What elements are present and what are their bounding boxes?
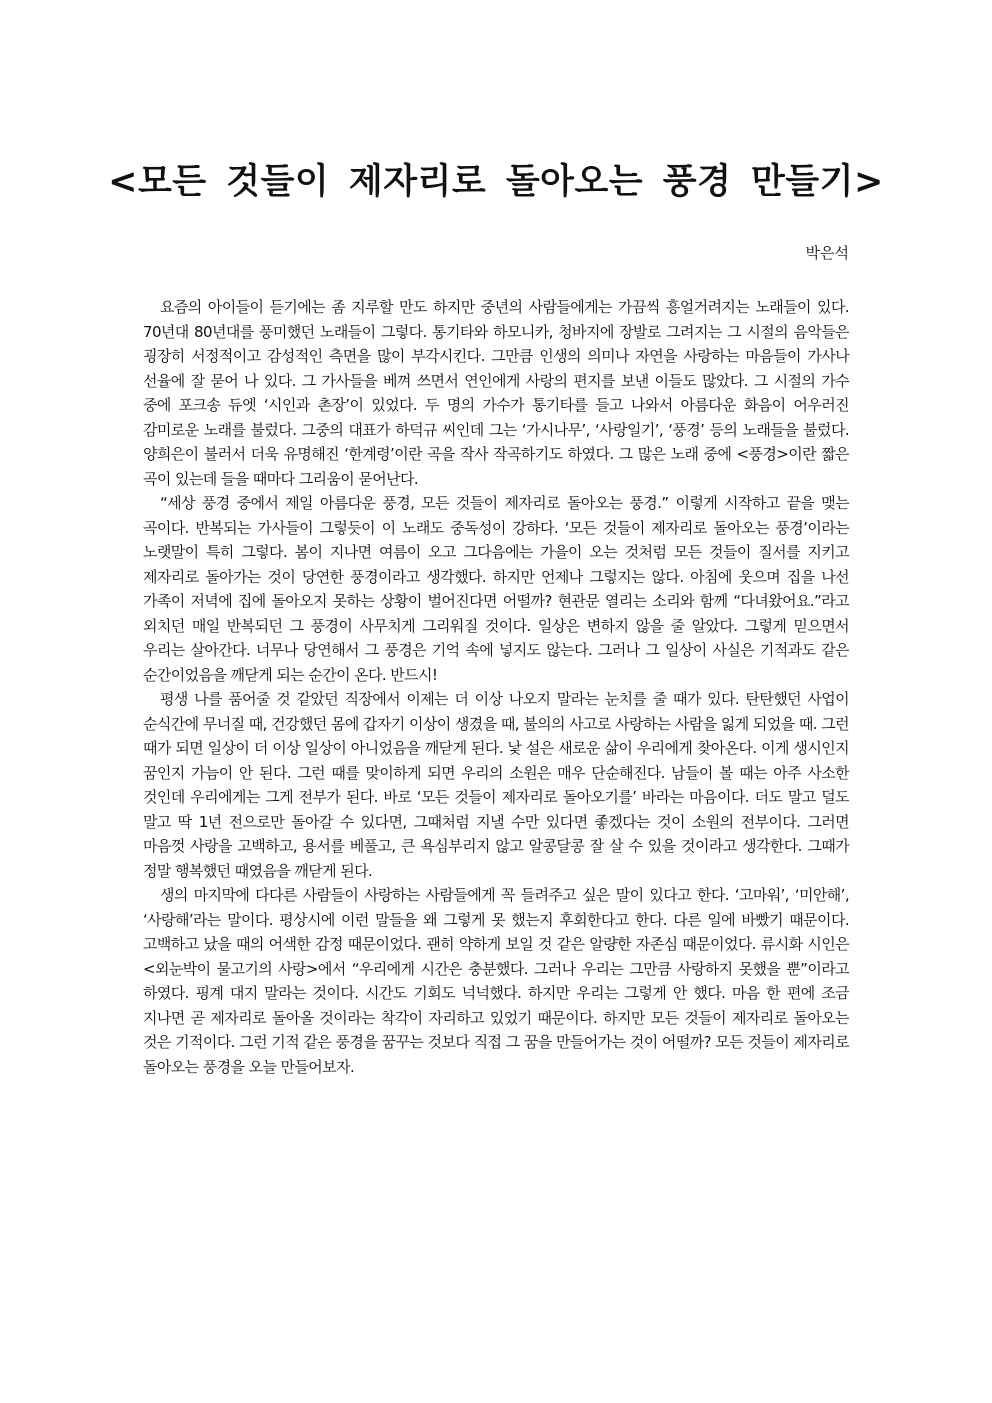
author-name: 박은석 bbox=[805, 244, 849, 262]
paragraph-1: 요즘의 아이들이 듣기에는 좀 지루할 만도 하지만 중년의 사람들에게는 가끔씩 흥얼거려지는 노래들이 있다. 70년대 80년대를 풍미했던 노래들이 그렇다. 통기타와 하모니카, 청바지에 장발로 그려지는 그 시절의 음악들은 굉장히 서정적이고 감성적인 측면을 많이 부각시킨다. 그만큼 인생의 의미나 자연을 사랑하는 마음들이 가사나 선율에 잘 묻어 나 있다. 그 가사들을 베껴 쓰면서 연인에게 사랑의 편지를 보낸 이들도 많았다. 그 시절의 가수 중에 포크송 듀엣 ‘시인과 촌장’이 있었다. 두 명의 가수가 통기타를 들고 나와서 아름다운 화음이 어우러진 감미로운 노래를 불렀다. 그중의 대표가 하덕규 씨인데 그는 ‘가시나무’, ‘사랑일기’, ‘풍경’ 등의 노래들을 불렀다. 양희은이 불러서 더욱 유명해진 ‘한계령’이란 곡을 작사 작곡하기도 하였다. 그 많은 노래 중에 <풍경>이란 짧은 곡이 있는데 들을 때마다 그리움이 묻어난다. bbox=[143, 298, 849, 488]
paragraph-3: 평생 나를 품어줄 것 같았던 직장에서 이제는 더 이상 나오지 말라는 눈치를 줄 때가 있다. 탄탄했던 사업이 순식간에 무너질 때, 건강했던 몸에 갑자기 이상이 생겼을 때, 불의의 사고로 사랑하는 사람을 잃게 되었을 때. 그런 때가 되면 일상이 더 이상 일상이 아니었음을 깨닫게 된다. 낯 설은 새로운 삶이 우리에게 찾아온다. 이게 생시인지 꿈인지 가늠이 안 된다. 그런 때를 맞이하게 되면 우리의 소원은 매우 단순해진다. 남들이 볼 때는 아주 사소한 것인데 우리에게는 그게 전부가 된다. 바로 ‘모든 것들이 제자리로 돌아오기를’ 바라는 마음이다. 더도 말고 덜도 말고 딱 1년 전으로만 돌아갈 수 있다면, 그때처럼 지낼 수만 있다면 좋겠다는 것이 소원의 전부이다. 그러면 마음껏 사랑을 고백하고, 용서를 베풀고, 큰 욕심부리지 않고 알콩달콩 잘 살 수 있을 것이라고 생각한다. 그때가 정말 행복했던 때였음을 깨닫게 된다. bbox=[143, 690, 849, 880]
paragraph-2: “세상 풍경 중에서 제일 아름다운 풍경, 모든 것들이 제자리로 돌아오는 풍경.” 이렇게 시작하고 끝을 맺는 곡이다. 반복되는 가사들이 그렇듯이 이 노래도 중독성이 강하다. ‘모든 것들이 제자리로 돌아오는 풍경’이라는 노랫말이 특히 그렇다. 봄이 지나면 여름이 오고 그다음에는 가을이 오는 것처럼 모든 것들이 질서를 지키고 제자리로 돌아가는 것이 당연한 풍경이라고 생각했다. 하지만 언제나 그렇지는 않다. 아침에 웃으며 집을 나선 가족이 저녁에 집에 돌아오지 못하는 상황이 벌어진다면 어떨까? 현관문 열리는 소리와 함께 “다녀왔어요.”라고 외치던 매일 반복되던 그 풍경이 사무치게 그리워질 것이다. 일상은 변하지 않을 줄 알았다. 그렇게 믿으면서 우리는 살아간다. 너무나 당연해서 그 풍경은 기억 속에 넣지도 않는다. 그러나 그 일상이 사실은 기적과도 같은 순간이었음을 깨닫게 되는 순간이 온다. 반드시! bbox=[143, 494, 849, 684]
paragraph-4: 생의 마지막에 다다른 사람들이 사랑하는 사람들에게 꼭 들려주고 싶은 말이 있다고 한다. ‘고마워’, ‘미안해’, ‘사랑해’라는 말이다. 평상시에 이런 말들을 왜 그렇게 못 했는지 후회한다고 한다. 다른 일에 바빴기 때문이다. 고백하고 났을 때의 어색한 감정 때문이었다. 괜히 약하게 보일 것 같은 알량한 자존심 때문이었다. 류시화 시인은 <외눈박이 물고기의 사랑>에서 “우리에게 시간은 충분했다. 그러나 우리는 그만큼 사랑하지 못했을 뿐”이라고 하였다. 핑계 대지 말라는 것이다. 시간도 기회도 넉넉했다. 하지만 우리는 그렇게 안 했다. 마음 한 편에 조금 지나면 곧 제자리로 돌아올 것이라는 착각이 자리하고 있었기 때문이다. 하지만 모든 것들이 제자리로 돌아오는 것은 기적이다. 그런 기적 같은 풍경을 꿈꾸는 것보다 직접 그 꿈을 만들어가는 것이 어떨까? 모든 것들이 제자리로 돌아오는 풍경을 오늘 만들어보자. bbox=[143, 886, 849, 1076]
document-title: <모든 것들이 제자리로 돌아오는 풍경 만들기> bbox=[108, 162, 884, 202]
article-body bbox=[143, 295, 849, 1079]
